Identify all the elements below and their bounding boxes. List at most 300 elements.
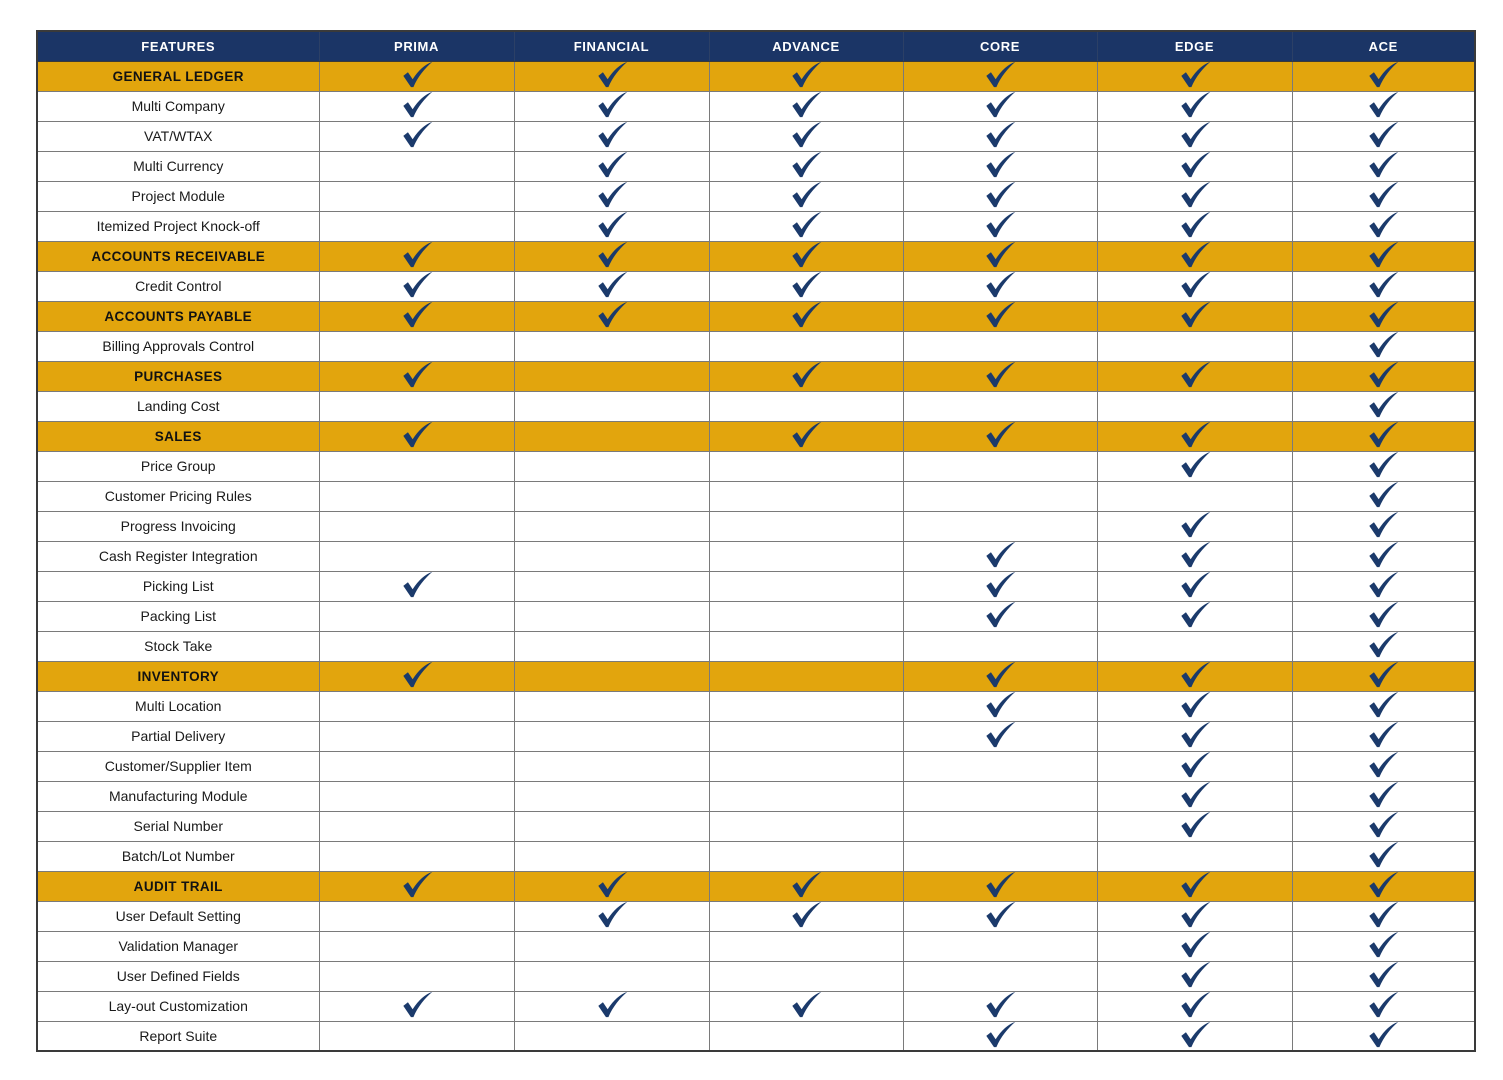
empty-cell-prima [319,601,514,631]
empty-cell-financial [514,601,709,631]
check-cell-core [903,571,1097,601]
check-icon [1178,750,1212,779]
check-icon [595,90,629,119]
check-icon [789,360,823,389]
check-cell-edge [1097,241,1292,271]
check-cell-advance [709,211,903,241]
feature-label: Multi Company [37,91,319,121]
check-cell-core [903,151,1097,181]
empty-cell-financial [514,721,709,751]
feature-row [37,631,1475,661]
empty-cell-edge [1097,481,1292,511]
empty-cell-advance [709,601,903,631]
feature-row [37,331,1475,361]
feature-label: Packing List [37,601,319,631]
check-cell-ace [1292,721,1475,751]
empty-cell-advance [709,481,903,511]
check-cell-edge [1097,991,1292,1021]
check-cell-ace [1292,331,1475,361]
empty-cell-core [903,811,1097,841]
check-cell-prima [319,301,514,331]
empty-cell-edge [1097,391,1292,421]
check-cell-prima [319,871,514,901]
check-cell-financial [514,901,709,931]
check-cell-prima [319,61,514,91]
check-icon [1178,150,1212,179]
feature-row [37,121,1475,151]
check-icon [1366,600,1400,629]
column-header-features: FEATURES [37,31,319,61]
header-row [37,31,1475,61]
section-label: ACCOUNTS RECEIVABLE [37,241,319,271]
check-icon [595,60,629,89]
section-label: GENERAL LEDGER [37,61,319,91]
column-header-ace: ACE [1292,31,1475,61]
check-icon [400,300,434,329]
check-cell-core [903,1021,1097,1051]
check-icon [595,300,629,329]
check-icon [983,300,1017,329]
empty-cell-advance [709,721,903,751]
empty-cell-financial [514,631,709,661]
check-icon [1366,270,1400,299]
check-icon [400,360,434,389]
feature-row [37,481,1475,511]
check-icon [983,210,1017,239]
check-icon [400,870,434,899]
empty-cell-prima [319,721,514,751]
empty-cell-financial [514,1021,709,1051]
check-cell-ace [1292,451,1475,481]
section-row [37,871,1475,901]
check-icon [1366,840,1400,869]
check-icon [1178,120,1212,149]
feature-label: Project Module [37,181,319,211]
check-icon [983,180,1017,209]
feature-label: Report Suite [37,1021,319,1051]
empty-cell-prima [319,511,514,541]
check-cell-financial [514,61,709,91]
check-cell-ace [1292,541,1475,571]
section-row [37,361,1475,391]
check-icon [1366,930,1400,959]
check-cell-edge [1097,271,1292,301]
check-cell-core [903,61,1097,91]
empty-cell-prima [319,841,514,871]
table-body [37,61,1475,1051]
empty-cell-financial [514,931,709,961]
check-icon [1366,960,1400,989]
feature-row [37,961,1475,991]
check-icon [1366,870,1400,899]
check-cell-core [903,91,1097,121]
feature-label: Picking List [37,571,319,601]
check-icon [400,570,434,599]
check-icon [400,420,434,449]
check-icon [1366,480,1400,509]
column-header-core: CORE [903,31,1097,61]
empty-cell-advance [709,1021,903,1051]
check-cell-financial [514,91,709,121]
section-label: INVENTORY [37,661,319,691]
check-cell-ace [1292,901,1475,931]
empty-cell-prima [319,691,514,721]
check-cell-edge [1097,61,1292,91]
check-icon [983,90,1017,119]
check-icon [1178,240,1212,269]
feature-row [37,931,1475,961]
empty-cell-financial [514,451,709,481]
check-icon [789,120,823,149]
empty-cell-prima [319,781,514,811]
empty-cell-advance [709,811,903,841]
check-cell-edge [1097,211,1292,241]
feature-label: Serial Number [37,811,319,841]
empty-cell-advance [709,931,903,961]
section-label: ACCOUNTS PAYABLE [37,301,319,331]
empty-cell-advance [709,331,903,361]
feature-row [37,781,1475,811]
check-icon [1178,60,1212,89]
empty-cell-core [903,751,1097,781]
check-icon [400,270,434,299]
empty-cell-financial [514,481,709,511]
check-cell-ace [1292,751,1475,781]
empty-cell-core [903,391,1097,421]
check-icon [595,150,629,179]
empty-cell-core [903,331,1097,361]
check-icon [1366,990,1400,1019]
check-cell-advance [709,61,903,91]
check-icon [1366,660,1400,689]
check-icon [1366,450,1400,479]
check-icon [789,180,823,209]
empty-cell-core [903,481,1097,511]
check-cell-edge [1097,91,1292,121]
check-cell-edge [1097,451,1292,481]
check-cell-ace [1292,241,1475,271]
check-icon [400,60,434,89]
feature-row [37,1021,1475,1051]
empty-cell-advance [709,961,903,991]
check-cell-ace [1292,991,1475,1021]
check-icon [595,900,629,929]
check-cell-ace [1292,211,1475,241]
empty-cell-prima [319,1021,514,1051]
empty-cell-advance [709,451,903,481]
check-icon [1366,420,1400,449]
empty-cell-financial [514,541,709,571]
check-icon [1178,90,1212,119]
check-cell-financial [514,271,709,301]
feature-label: Cash Register Integration [37,541,319,571]
check-icon [1178,660,1212,689]
section-row [37,61,1475,91]
feature-label: Progress Invoicing [37,511,319,541]
check-cell-ace [1292,271,1475,301]
check-cell-ace [1292,661,1475,691]
check-icon [983,240,1017,269]
check-icon [1366,630,1400,659]
check-cell-financial [514,121,709,151]
check-icon [789,60,823,89]
check-icon [595,270,629,299]
feature-label: Itemized Project Knock-off [37,211,319,241]
check-cell-ace [1292,361,1475,391]
check-cell-core [903,901,1097,931]
check-icon [1178,960,1212,989]
check-cell-ace [1292,511,1475,541]
check-cell-edge [1097,421,1292,451]
check-icon [983,900,1017,929]
check-cell-edge [1097,301,1292,331]
check-icon [1178,990,1212,1019]
check-icon [983,1020,1017,1049]
empty-cell-prima [319,931,514,961]
empty-cell-financial [514,421,709,451]
feature-row [37,151,1475,181]
empty-cell-financial [514,961,709,991]
column-header-advance: ADVANCE [709,31,903,61]
check-icon [1366,120,1400,149]
check-cell-advance [709,361,903,391]
check-icon [1178,600,1212,629]
column-header-financial: FINANCIAL [514,31,709,61]
check-icon [789,240,823,269]
check-icon [1366,180,1400,209]
empty-cell-prima [319,331,514,361]
check-icon [595,180,629,209]
empty-cell-advance [709,751,903,781]
check-cell-financial [514,211,709,241]
check-icon [983,270,1017,299]
empty-cell-core [903,511,1097,541]
feature-row [37,511,1475,541]
check-icon [1178,1020,1212,1049]
section-row [37,241,1475,271]
feature-label: Landing Cost [37,391,319,421]
empty-cell-prima [319,211,514,241]
feature-label: User Default Setting [37,901,319,931]
empty-cell-advance [709,661,903,691]
check-icon [1178,270,1212,299]
check-icon [1178,720,1212,749]
check-cell-edge [1097,511,1292,541]
empty-cell-prima [319,751,514,781]
check-cell-edge [1097,541,1292,571]
feature-row [37,541,1475,571]
check-cell-edge [1097,601,1292,631]
check-icon [789,900,823,929]
empty-cell-prima [319,961,514,991]
feature-row [37,451,1475,481]
feature-label: Stock Take [37,631,319,661]
empty-cell-edge [1097,841,1292,871]
feature-row [37,391,1475,421]
empty-cell-prima [319,151,514,181]
check-icon [1178,810,1212,839]
section-label: PURCHASES [37,361,319,391]
empty-cell-financial [514,361,709,391]
column-header-edge: EDGE [1097,31,1292,61]
check-icon [1178,540,1212,569]
check-cell-prima [319,571,514,601]
check-cell-edge [1097,661,1292,691]
check-cell-advance [709,421,903,451]
check-cell-financial [514,991,709,1021]
check-cell-edge [1097,781,1292,811]
check-cell-core [903,121,1097,151]
feature-label: Partial Delivery [37,721,319,751]
check-cell-prima [319,91,514,121]
check-cell-edge [1097,961,1292,991]
check-icon [1366,690,1400,719]
check-icon [1366,240,1400,269]
empty-cell-advance [709,541,903,571]
check-cell-advance [709,871,903,901]
table-header [37,31,1475,61]
section-row [37,421,1475,451]
feature-label: Validation Manager [37,931,319,961]
empty-cell-financial [514,661,709,691]
check-cell-ace [1292,811,1475,841]
feature-label: Price Group [37,451,319,481]
empty-cell-edge [1097,631,1292,661]
check-cell-edge [1097,811,1292,841]
check-cell-prima [319,271,514,301]
feature-row [37,901,1475,931]
check-icon [400,660,434,689]
feature-label: Multi Location [37,691,319,721]
check-cell-edge [1097,151,1292,181]
check-icon [1366,510,1400,539]
check-icon [1366,540,1400,569]
check-icon [1178,420,1212,449]
empty-cell-financial [514,571,709,601]
feature-row [37,991,1475,1021]
check-cell-financial [514,151,709,181]
check-cell-advance [709,271,903,301]
empty-cell-prima [319,901,514,931]
check-icon [789,300,823,329]
feature-row [37,811,1475,841]
check-icon [789,150,823,179]
empty-cell-advance [709,391,903,421]
feature-label: Lay-out Customization [37,991,319,1021]
check-cell-edge [1097,1021,1292,1051]
check-cell-financial [514,301,709,331]
check-icon [983,420,1017,449]
feature-row [37,751,1475,781]
check-icon [1178,360,1212,389]
column-header-prima: PRIMA [319,31,514,61]
check-cell-core [903,181,1097,211]
empty-cell-financial [514,781,709,811]
empty-cell-financial [514,751,709,781]
empty-cell-financial [514,691,709,721]
feature-row [37,841,1475,871]
check-cell-core [903,271,1097,301]
check-cell-ace [1292,151,1475,181]
check-icon [983,870,1017,899]
check-cell-edge [1097,901,1292,931]
check-cell-advance [709,121,903,151]
check-cell-advance [709,301,903,331]
check-cell-edge [1097,361,1292,391]
empty-cell-core [903,451,1097,481]
check-icon [1366,780,1400,809]
check-cell-edge [1097,571,1292,601]
check-icon [983,600,1017,629]
empty-cell-advance [709,631,903,661]
check-icon [1366,90,1400,119]
check-cell-core [903,871,1097,901]
section-label: SALES [37,421,319,451]
empty-cell-core [903,931,1097,961]
check-icon [983,660,1017,689]
check-cell-core [903,211,1097,241]
check-cell-advance [709,181,903,211]
check-cell-edge [1097,181,1292,211]
empty-cell-prima [319,391,514,421]
check-cell-edge [1097,931,1292,961]
check-cell-financial [514,181,709,211]
check-cell-ace [1292,181,1475,211]
check-icon [1366,570,1400,599]
check-cell-edge [1097,121,1292,151]
feature-label: Multi Currency [37,151,319,181]
check-cell-ace [1292,61,1475,91]
feature-row [37,211,1475,241]
check-icon [1366,210,1400,239]
check-icon [1366,390,1400,419]
check-icon [983,150,1017,179]
check-icon [789,210,823,239]
empty-cell-prima [319,181,514,211]
check-cell-prima [319,661,514,691]
check-cell-ace [1292,871,1475,901]
check-cell-core [903,601,1097,631]
check-cell-ace [1292,391,1475,421]
feature-label: Customer/Supplier Item [37,751,319,781]
feature-row [37,691,1475,721]
feature-label: User Defined Fields [37,961,319,991]
empty-cell-advance [709,571,903,601]
check-cell-core [903,691,1097,721]
check-icon [1178,930,1212,959]
check-cell-core [903,541,1097,571]
check-cell-edge [1097,871,1292,901]
check-icon [1366,1020,1400,1049]
check-cell-advance [709,91,903,121]
check-icon [1178,210,1212,239]
check-icon [1366,750,1400,779]
check-icon [1366,720,1400,749]
check-icon [1178,450,1212,479]
check-icon [1366,330,1400,359]
feature-label: Billing Approvals Control [37,331,319,361]
check-icon [983,720,1017,749]
feature-row [37,271,1475,301]
check-cell-financial [514,241,709,271]
empty-cell-advance [709,841,903,871]
check-cell-core [903,721,1097,751]
check-icon [1178,780,1212,809]
check-cell-core [903,241,1097,271]
section-label: AUDIT TRAIL [37,871,319,901]
check-icon [789,870,823,899]
empty-cell-prima [319,631,514,661]
